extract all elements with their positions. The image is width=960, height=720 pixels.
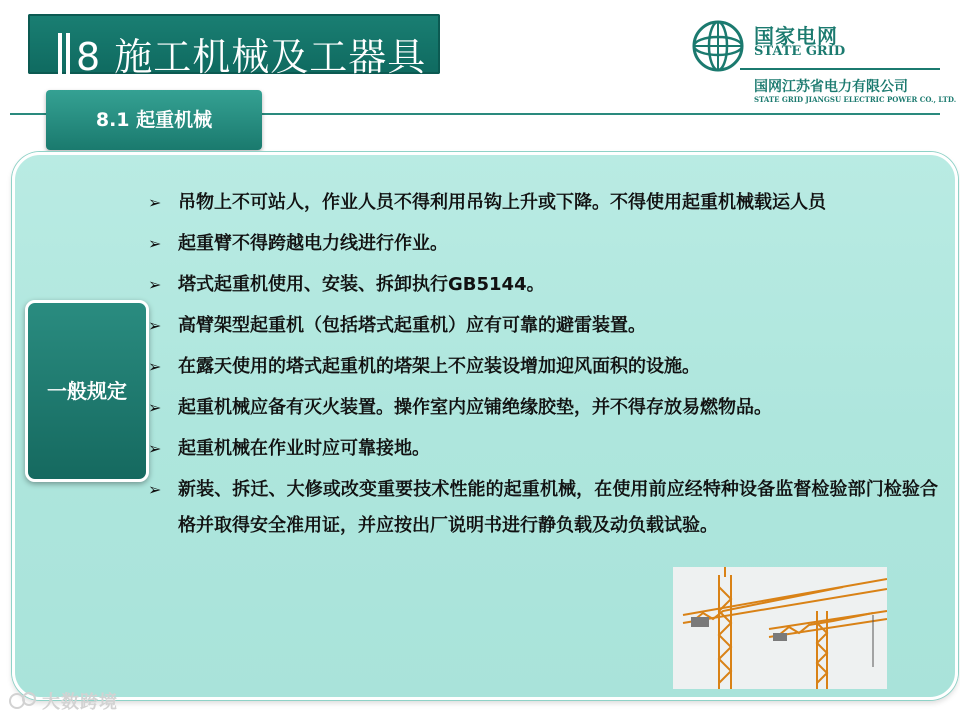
list-item [148, 308, 938, 344]
bullet-arrow-icon: ➢ [148, 398, 162, 417]
rule-text: 起重机械应备有灭火装置。操作室内应铺绝缘胶垫，并不得存放易燃物品。 [178, 397, 772, 418]
state-grid-logo-icon [690, 18, 746, 74]
bullet-arrow-icon: ➢ [148, 275, 162, 294]
bullet-arrow-icon: ➢ [148, 480, 162, 499]
logo-company-cn: 国网江苏省电力有限公司 [754, 79, 908, 95]
watermark-logo-icon [8, 690, 38, 712]
tower-crane-image [673, 567, 887, 689]
rule-text: 在露天使用的塔式起重机的塔架上不应装设增加迎风面积的设施。 [178, 356, 700, 377]
rules-list [148, 185, 938, 549]
logo-divider [740, 68, 940, 70]
title-accent-bar [66, 33, 70, 83]
category-label-box [25, 300, 149, 482]
section-tab [46, 90, 262, 150]
category-label: 一般规定 [47, 379, 127, 403]
list-item [148, 267, 938, 303]
list-item [148, 431, 938, 467]
bullet-arrow-icon: ➢ [148, 316, 162, 335]
rule-text: 高臂架型起重机（包括塔式起重机）应有可靠的避雷装置。 [178, 315, 646, 336]
list-item [148, 349, 938, 385]
rule-text: 塔式起重机使用、安装、拆卸执行GB5144。 [178, 274, 545, 295]
bullet-arrow-icon: ➢ [148, 439, 162, 458]
slide-title: 8 施工机械及工器具 [76, 35, 427, 79]
list-item [148, 185, 938, 221]
rule-text: 起重臂不得跨越电力线进行作业。 [178, 233, 448, 254]
list-item [148, 226, 938, 262]
title-accent-bar [58, 33, 62, 83]
logo-name-cn: 国家电网 [754, 24, 838, 48]
logo-company-en: STATE GRID JIANGSU ELECTRIC POWER CO., LTD. [754, 95, 957, 104]
bullet-arrow-icon: ➢ [148, 357, 162, 376]
watermark-text: 大数跨境 [42, 692, 118, 713]
slide-title-box [28, 14, 440, 79]
list-item [148, 472, 938, 544]
rule-text: 吊物上不可站人，作业人员不得利用吊钩上升或下降。不得使用起重机械载运人员 [178, 192, 826, 213]
bullet-arrow-icon: ➢ [148, 234, 162, 253]
logo-name-en: STATE GRID [754, 44, 846, 59]
bullet-arrow-icon: ➢ [148, 193, 162, 212]
list-item [148, 390, 938, 426]
rule-text: 新装、拆迁、大修或改变重要技术性能的起重机械，在使用前应经特种设备监督检验部门检验合格并取得安全准用证，并应按出厂说明书进行静负载及动负载试验。 [178, 479, 938, 536]
rule-text: 起重机械在作业时应可靠接地。 [178, 438, 430, 459]
section-label: 8.1 起重机械 [95, 109, 213, 131]
